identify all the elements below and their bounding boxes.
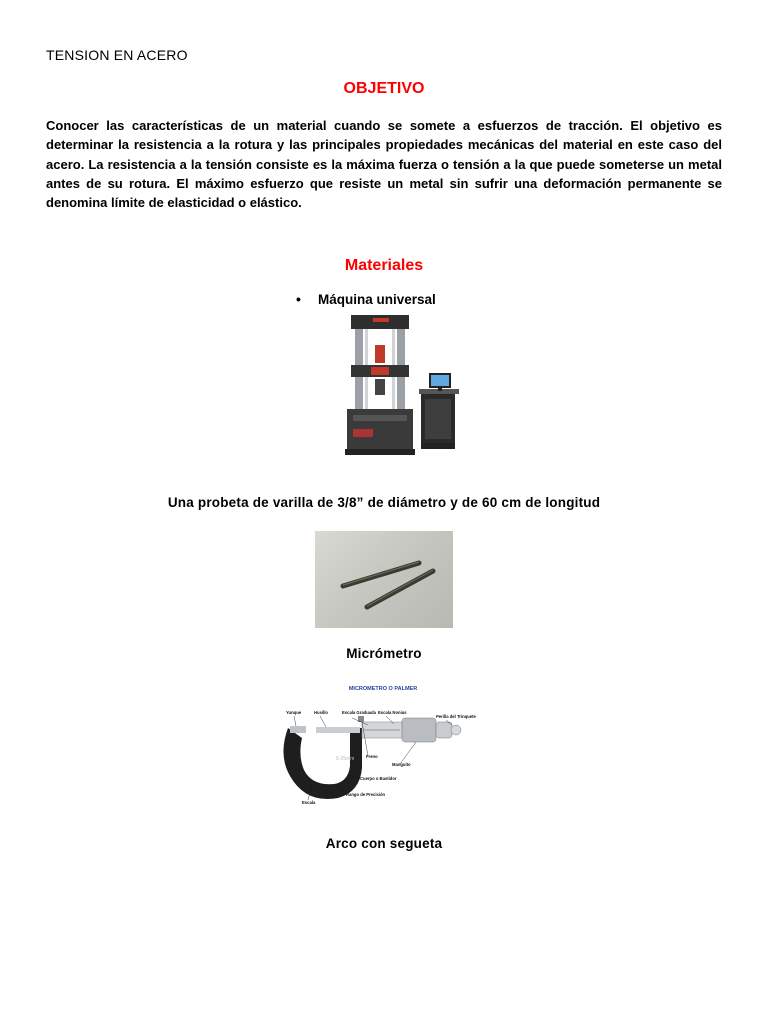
caption-saw: Arco con segueta: [325, 836, 443, 851]
objective-heading: OBJETIVO: [343, 80, 425, 97]
label-yunque: Yunque: [286, 710, 302, 715]
label-escala-graduada: Escala Graduada: [342, 710, 376, 715]
label-escala-nonius: Escala Nonius: [378, 710, 407, 715]
objective-paragraph: Conocer las características de un material cuando se somete a esfuerzos de tracción. El objetivo es determinar la resistencia a la rotura y las principales propiedades mecánicas del material en este caso del acero. La resistencia a la tensión consiste es la máxima fuerza o tensión a la que puede someterse un metal antes de su rotura. El máximo esfuerzo que resiste un metal sin sufrir una deformación permanente se denomina límite de elasticidad o elástico.: [46, 118, 722, 211]
document-title: TENSION EN ACERO: [46, 47, 188, 63]
materials-heading: Materiales: [344, 257, 424, 274]
label-freno: Freno: [366, 754, 378, 759]
label-rango: Rango de Precisión: [346, 792, 386, 797]
steel-rods-image: [315, 531, 453, 628]
micrometer-diagram: [276, 680, 490, 814]
caption-micrometer: Micrómetro: [346, 646, 422, 661]
label-perilla: Perilla del Trinquete: [436, 714, 476, 719]
label-escala: Escala: [302, 800, 316, 805]
caption-probeta: Una probeta de varilla de 3/8” de diámetro y de 60 cm de longitud: [167, 495, 601, 510]
label-manguito: Manguito: [392, 762, 411, 767]
diagram-title: MICROMETRO O PALMER: [348, 686, 418, 692]
svg-text:0-25mm: 0-25mm: [336, 756, 355, 762]
universal-machine-image: [343, 313, 463, 463]
list-item-label: Máquina universal: [318, 292, 436, 307]
list-item-machine: [296, 291, 436, 307]
label-husillo: Husillo: [314, 710, 328, 715]
label-cuerpo: Cuerpo o Bastidor: [360, 776, 397, 781]
bullet-icon: •: [296, 291, 301, 307]
